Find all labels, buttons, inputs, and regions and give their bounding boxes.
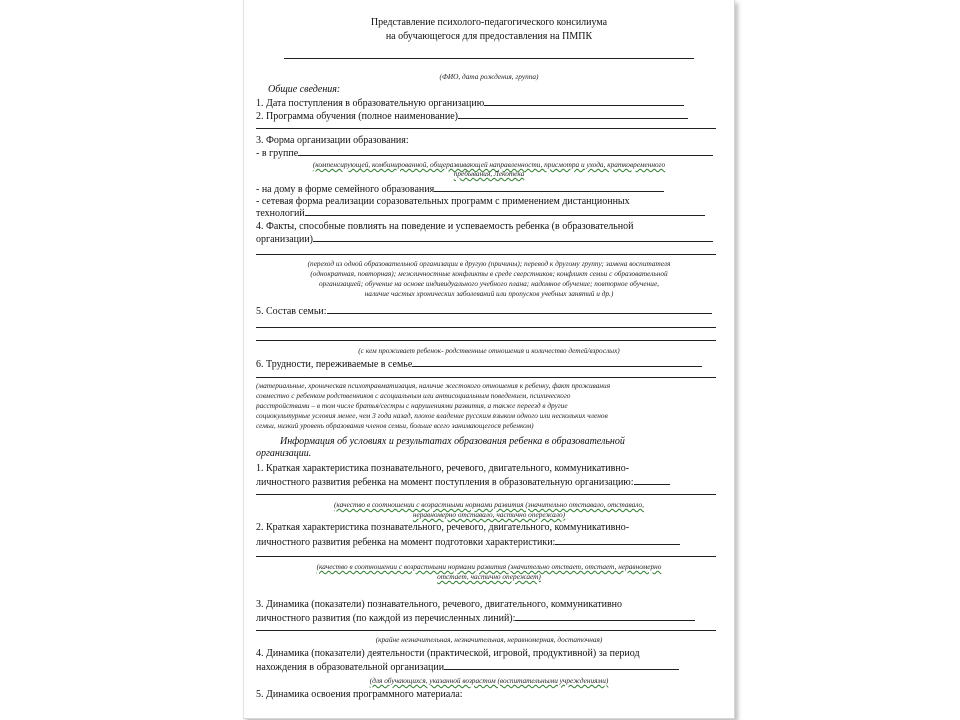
field-char-current-cont — [256, 536, 722, 548]
facts-note: (переход из одной образовательной организации в другую (причины); перевод к другому группу; замена воспитателя — [307, 259, 671, 268]
difficulties-note: семьи, низкий уровень образования членов семьи, больше всего занимающегося ребенком) — [256, 421, 534, 430]
document-title: Представление психолого-педагогического консилиума — [370, 17, 608, 28]
blank-line — [256, 340, 716, 341]
blank-line — [256, 494, 716, 495]
difficulties-note: социокультурные условия менее, чем 3 года назад, плохое владение русским языком одного или нескольких членов — [256, 411, 608, 420]
section-info-heading-cont: организации. — [256, 448, 312, 459]
family-note: (с кем проживает ребенок- родственные отношения и количество детей/взрослых) — [358, 346, 620, 355]
field-label: 2. Программа обучения (полное наименование) — [256, 111, 458, 122]
field-label: - на дому в форме семейного образования — [256, 184, 435, 195]
blank-line — [256, 556, 716, 557]
blank-line — [256, 128, 716, 129]
facts-note: организацией; обучение на основе индивидуального учебного плана; надомное обучение; повторное обучение, — [318, 279, 660, 288]
field-label: - в группе — [256, 148, 299, 159]
field-enrollment-date — [256, 97, 722, 109]
field-dynamics-activity-cont — [256, 661, 722, 673]
field-facts-cont — [256, 233, 722, 245]
field-network-form: - сетевая форма реализации соразовательных программ с применением дистанционных — [256, 196, 630, 207]
field-label: нахождения в образовательной организации — [256, 662, 445, 673]
facts-note: (однократная, повторная); межличностные конфликты в среде сверстников; конфликт семьи с образовательной — [310, 269, 668, 278]
field-family-difficulties — [256, 358, 722, 370]
field-dynamics-activity: 4. Динамика (показатели) деятельности (практической, игровой, продуктивной) за период — [256, 648, 640, 659]
field-network-form-cont — [256, 207, 722, 219]
section-general-heading: Общие сведения: — [268, 84, 341, 95]
document-subtitle: на обучающегося для предоставления на ПМПК — [385, 31, 593, 42]
group-note: (компенсирующей, комбинированной, общеразвивающей направленности, присмотра и ухода, кратковременного — [312, 160, 666, 169]
field-family — [256, 305, 722, 317]
field-label: личностного развития (по каждой из перечисленных линий): — [256, 613, 516, 624]
field-dynamics-development-cont — [256, 612, 722, 624]
difficulties-note: (материальные, хроническая психотравматизация, наличие жестокого отношения к ребенку, факт проживания — [256, 381, 611, 390]
document-page — [243, 0, 735, 719]
field-label: 1. Дата поступления в образовательную организацию — [256, 98, 485, 109]
field-label: 6. Трудности, переживаемые в семье — [256, 359, 413, 370]
difficulties-note: расстройствами – в том числе братья/сестры с нарушениями развития, а также переезд в другие — [256, 401, 568, 410]
field-label: личностного развития ребенка на момент поступления в образовательную организацию: — [256, 477, 634, 488]
fio-line — [284, 58, 694, 59]
char-enrollment-note: (качество в соотношении с возрастными нормами развития (значительно отставало, отставало, — [333, 500, 645, 509]
field-home-education — [256, 183, 722, 195]
field-label: 5. Состав семьи: — [256, 306, 327, 317]
field-label: технологий — [256, 208, 305, 219]
field-label: личностного развития ребенка на момент подготовки характеристики: — [256, 537, 556, 548]
blank-line — [256, 254, 716, 255]
blank-line — [256, 377, 716, 378]
section-info-heading: Информация об условиях и результатах образования ребенка в образовательной — [280, 436, 625, 447]
field-education-form: 3. Форма организации образования: — [256, 135, 409, 146]
field-char-enrollment-cont — [256, 476, 722, 488]
dynamics-activity-note: (для обучающихся, указанной возрастом (воспитательными учреждениями) — [369, 676, 609, 685]
group-note-cont: пребывания, Лекотека — [453, 169, 525, 178]
field-program — [256, 110, 722, 122]
field-char-current: 2. Краткая характеристика познавательного, речевого, двигательного, коммуникативно- — [256, 522, 630, 533]
blank-line — [256, 630, 716, 631]
facts-note: наличие частых хронических заболеваний или пропусков учебных занятий и др.) — [364, 289, 614, 298]
dynamics-development-note: (крайне незначительная, незначительная, неравномерная, достаточная) — [375, 635, 603, 644]
char-current-note: (качество в соотношении с возрастными нормами развития (значительно отстает, отстает, неравномерно — [316, 562, 662, 571]
field-char-enrollment: 1. Краткая характеристика познавательного, речевого, двигательного, коммуникативно- — [256, 463, 630, 474]
field-group — [256, 147, 722, 159]
field-facts: 4. Факты, способные повлиять на поведение и успеваемость ребенка (в образовательной — [256, 221, 634, 232]
field-label: организации) — [256, 234, 314, 245]
blank-line — [256, 327, 716, 328]
char-enrollment-note-cont: неравномерно отставало, частично опережало) — [412, 510, 566, 519]
fio-note: (ФИО, дата рождения, группа) — [439, 72, 539, 81]
field-program-mastery: 5. Динамика освоения программного материала: — [256, 689, 463, 700]
difficulties-note: совместно с ребенком родственников с асоциальным или антисоциальным поведением, психического — [256, 391, 571, 400]
field-dynamics-development: 3. Динамика (показатели) познавательного, речевого, двигательного, коммуникативно — [256, 599, 623, 610]
char-current-note-cont: отстает, частично опережает) — [437, 572, 541, 581]
